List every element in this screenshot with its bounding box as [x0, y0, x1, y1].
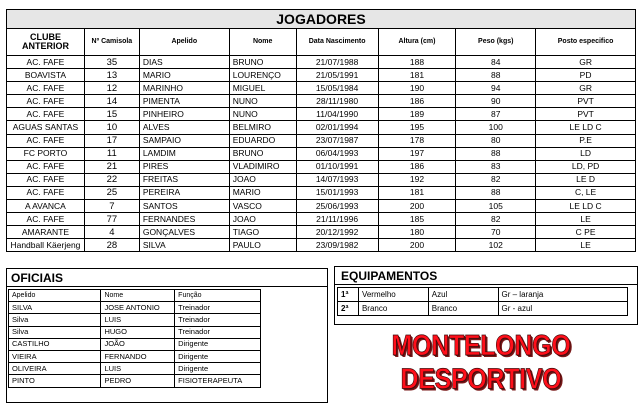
player-row-cell: 01/10/1991 [296, 160, 378, 173]
player-row-cell: 189 [378, 108, 456, 121]
player-row-cell: 192 [378, 173, 456, 186]
player-row-cell: 7 [84, 200, 139, 213]
player-row-cell: LE LD C [536, 121, 636, 134]
player-row-cell: AC. FAFE [7, 95, 85, 108]
player-row [7, 108, 636, 121]
player-row-cell: 20/12/1992 [296, 226, 378, 239]
player-row-cell: MARIO [139, 69, 229, 82]
player-row-cell: 88 [456, 186, 536, 199]
header-surname: Apelido [9, 290, 101, 302]
player-row-cell: 23/07/1987 [296, 134, 378, 147]
player-row-cell: LE D [536, 173, 636, 186]
equipment-row-cell: Branco [358, 302, 428, 316]
player-row-cell: 80 [456, 134, 536, 147]
player-row [7, 82, 636, 95]
official-row-cell: OLIVEIRA [9, 363, 101, 375]
player-row-cell: MARINHO [139, 82, 229, 95]
player-row [7, 186, 636, 199]
official-row [9, 363, 261, 375]
player-row-cell: GONÇALVES [139, 226, 229, 239]
player-row-cell: NUNO [229, 95, 296, 108]
player-row-cell: AC. FAFE [7, 160, 85, 173]
brand-title: MONTELONGO DESPORTIVO [391, 329, 571, 396]
player-row-cell: PINHEIRO [139, 108, 229, 121]
player-row-cell: AC. FAFE [7, 173, 85, 186]
officials-table [8, 289, 261, 388]
header-name: Nome [101, 290, 175, 302]
header-weight: Peso (kgs) [456, 29, 536, 56]
player-row-cell: EDUARDO [229, 134, 296, 147]
player-row-cell: AC. FAFE [7, 186, 85, 199]
player-row-cell: LD [536, 147, 636, 160]
official-row [9, 338, 261, 350]
player-row-cell: 22 [84, 173, 139, 186]
official-row-cell: FISIOTERAPEUTA [175, 375, 261, 387]
equipment-row-cell: Branco [428, 302, 498, 316]
player-row [7, 160, 636, 173]
player-row-cell: 21 [84, 160, 139, 173]
player-row-cell: 25/06/1993 [296, 200, 378, 213]
player-row-cell: MARIO [229, 186, 296, 199]
official-row-cell: CASTILHO [9, 338, 101, 350]
player-row-cell: 102 [456, 239, 536, 252]
player-row-cell: 13 [84, 69, 139, 82]
player-row-cell: 77 [84, 213, 139, 226]
player-row-cell: 28 [84, 239, 139, 252]
player-row-cell: 70 [456, 226, 536, 239]
equipment-row-cell: 1ª [338, 288, 359, 302]
player-row-cell: C, LE [536, 186, 636, 199]
player-row-cell: 88 [456, 147, 536, 160]
player-row-cell: LE [536, 213, 636, 226]
player-row-cell: 02/01/1994 [296, 121, 378, 134]
player-row-cell: 10 [84, 121, 139, 134]
player-row-cell: BELMIRO [229, 121, 296, 134]
official-row-cell: JOÃO [101, 338, 175, 350]
player-row-cell: BRUNO [229, 147, 296, 160]
equipment-row-cell: Gr – laranja [498, 288, 627, 302]
officials-title: OFICIAIS [11, 271, 64, 285]
header-name: Nome [229, 29, 296, 56]
player-row-cell: AGUAS SANTAS [7, 121, 85, 134]
player-row [7, 134, 636, 147]
player-row-cell: AC. FAFE [7, 108, 85, 121]
player-row-cell: 14/07/1993 [296, 173, 378, 186]
player-row-cell: 186 [378, 160, 456, 173]
player-row [7, 121, 636, 134]
player-row-cell: LOURENÇO [229, 69, 296, 82]
equipment-row [338, 302, 628, 316]
player-row-cell: AC. FAFE [7, 82, 85, 95]
official-row-cell: Silva [9, 326, 101, 338]
player-row-cell: 186 [378, 95, 456, 108]
player-row [7, 239, 636, 252]
player-row-cell: VLADIMIRO [229, 160, 296, 173]
player-row-cell: 4 [84, 226, 139, 239]
official-row-cell: LUIS [101, 314, 175, 326]
player-row-cell: GR [536, 56, 636, 69]
player-row-cell: 21/05/1991 [296, 69, 378, 82]
player-row-cell: 180 [378, 226, 456, 239]
official-row-cell: LUIS [101, 363, 175, 375]
player-row-cell: SANTOS [139, 200, 229, 213]
player-row-cell: 100 [456, 121, 536, 134]
player-row-cell: 185 [378, 213, 456, 226]
player-row-cell: 06/04/1993 [296, 147, 378, 160]
player-row [7, 226, 636, 239]
player-row-cell: 14 [84, 95, 139, 108]
equipment-row-cell: Vermelho [358, 288, 428, 302]
player-row-cell: 23/09/1982 [296, 239, 378, 252]
player-row-cell: 178 [378, 134, 456, 147]
player-row-cell: PD [536, 69, 636, 82]
official-row-cell: Treinador [175, 326, 261, 338]
player-row-cell: AC. FAFE [7, 213, 85, 226]
player-row-cell: 35 [84, 56, 139, 69]
official-row-cell: Dirigente [175, 338, 261, 350]
equipment-row-cell: 2ª [338, 302, 359, 316]
player-row-cell: PAULO [229, 239, 296, 252]
official-row [9, 375, 261, 387]
official-row-cell: FERNANDO [101, 350, 175, 362]
officials-divider [7, 286, 327, 287]
player-row-cell: 190 [378, 82, 456, 95]
equipment-row-cell: Gr - azul [498, 302, 627, 316]
player-row-cell: 87 [456, 108, 536, 121]
header-surname: Apelido [139, 29, 229, 56]
header-role: Função [175, 290, 261, 302]
player-row-cell: 197 [378, 147, 456, 160]
player-row [7, 200, 636, 213]
player-row-cell: 188 [378, 56, 456, 69]
players-header-row [7, 29, 636, 56]
players-table [6, 9, 636, 252]
official-row-cell: Silva [9, 314, 101, 326]
player-row-cell: ALVES [139, 121, 229, 134]
official-row-cell: Dirigente [175, 350, 261, 362]
player-row-cell: A AVANCA [7, 200, 85, 213]
player-row-cell: BRUNO [229, 56, 296, 69]
official-row-cell: Treinador [175, 302, 261, 314]
player-row-cell: LE [536, 239, 636, 252]
player-row-cell: 200 [378, 200, 456, 213]
player-row-cell: 94 [456, 82, 536, 95]
player-row-cell: 21/07/1988 [296, 56, 378, 69]
player-row-cell: FERNANDES [139, 213, 229, 226]
official-row [9, 326, 261, 338]
player-row-cell: C PE [536, 226, 636, 239]
player-row-cell: MIGUEL [229, 82, 296, 95]
equipment-row-cell: Azul [428, 288, 498, 302]
player-row-cell: SAMPAIO [139, 134, 229, 147]
equipment-table [337, 287, 628, 316]
player-row [7, 56, 636, 69]
official-row-cell: Dirigente [175, 363, 261, 375]
player-row-cell: AMARANTE [7, 226, 85, 239]
header-height: Altura (cm) [378, 29, 456, 56]
player-row-cell: LAMDIM [139, 147, 229, 160]
player-row-cell: TIAGO [229, 226, 296, 239]
player-row [7, 95, 636, 108]
players-title: JOGADORES [7, 10, 636, 29]
player-row-cell: 84 [456, 56, 536, 69]
player-row-cell: 11 [84, 147, 139, 160]
player-row-cell: 181 [378, 69, 456, 82]
player-row [7, 69, 636, 82]
player-row-cell: 181 [378, 186, 456, 199]
official-row [9, 302, 261, 314]
player-row-cell: BOAVISTA [7, 69, 85, 82]
player-row-cell: 21/11/1996 [296, 213, 378, 226]
player-row-cell: AC. FAFE [7, 134, 85, 147]
player-row [7, 173, 636, 186]
header-position: Posto especifico [536, 29, 636, 56]
player-row-cell: 12 [84, 82, 139, 95]
player-row-cell: 82 [456, 213, 536, 226]
player-row-cell: 83 [456, 160, 536, 173]
player-row-cell: 17 [84, 134, 139, 147]
player-row-cell: 25 [84, 186, 139, 199]
official-row-cell: HUGO [101, 326, 175, 338]
player-row-cell: GR [536, 82, 636, 95]
player-row-cell: AC. FAFE [7, 56, 85, 69]
official-row-cell: VIEIRA [9, 350, 101, 362]
player-row-cell: PVT [536, 95, 636, 108]
player-row-cell: PEREIRA [139, 186, 229, 199]
player-row-cell: SILVA [139, 239, 229, 252]
header-club: CLUBE ANTERIOR [7, 29, 85, 56]
official-row [9, 350, 261, 362]
equipment-title: EQUIPAMENTOS [341, 269, 438, 283]
player-row-cell: PIRES [139, 160, 229, 173]
player-row-cell: LE LD C [536, 200, 636, 213]
player-row-cell: 82 [456, 173, 536, 186]
player-row-cell: 15/05/1984 [296, 82, 378, 95]
official-row-cell: JOSE ANTONIO [101, 302, 175, 314]
player-row-cell: LD, PD [536, 160, 636, 173]
header-shirt-number: Nº Camisola [84, 29, 139, 56]
player-row-cell: 200 [378, 239, 456, 252]
equipment-divider [335, 284, 637, 285]
player-row-cell: 195 [378, 121, 456, 134]
player-row-cell: FC PORTO [7, 147, 85, 160]
header-birth-date: Data Nascimento [296, 29, 378, 56]
player-row-cell: P.E [536, 134, 636, 147]
player-row-cell: 28/11/1980 [296, 95, 378, 108]
official-row-cell: PEDRO [101, 375, 175, 387]
player-row [7, 213, 636, 226]
official-row-cell: Treinador [175, 314, 261, 326]
player-row-cell: FREITAS [139, 173, 229, 186]
officials-header-row [9, 290, 261, 302]
player-row-cell: 15/01/1993 [296, 186, 378, 199]
equipment-row [338, 288, 628, 302]
player-row-cell: 90 [456, 95, 536, 108]
player-row-cell: 11/04/1990 [296, 108, 378, 121]
player-row-cell: 88 [456, 69, 536, 82]
official-row-cell: PINTO [9, 375, 101, 387]
official-row-cell: SILVA [9, 302, 101, 314]
player-row-cell: JOAO [229, 173, 296, 186]
player-row-cell: VASCO [229, 200, 296, 213]
official-row [9, 314, 261, 326]
player-row-cell: Handball Käerjeng [7, 239, 85, 252]
player-row-cell: NUNO [229, 108, 296, 121]
player-row-cell: PIMENTA [139, 95, 229, 108]
player-row-cell: DIAS [139, 56, 229, 69]
player-row-cell: 105 [456, 200, 536, 213]
player-row-cell: 15 [84, 108, 139, 121]
player-row-cell: JOAO [229, 213, 296, 226]
player-row-cell: PVT [536, 108, 636, 121]
player-row [7, 147, 636, 160]
